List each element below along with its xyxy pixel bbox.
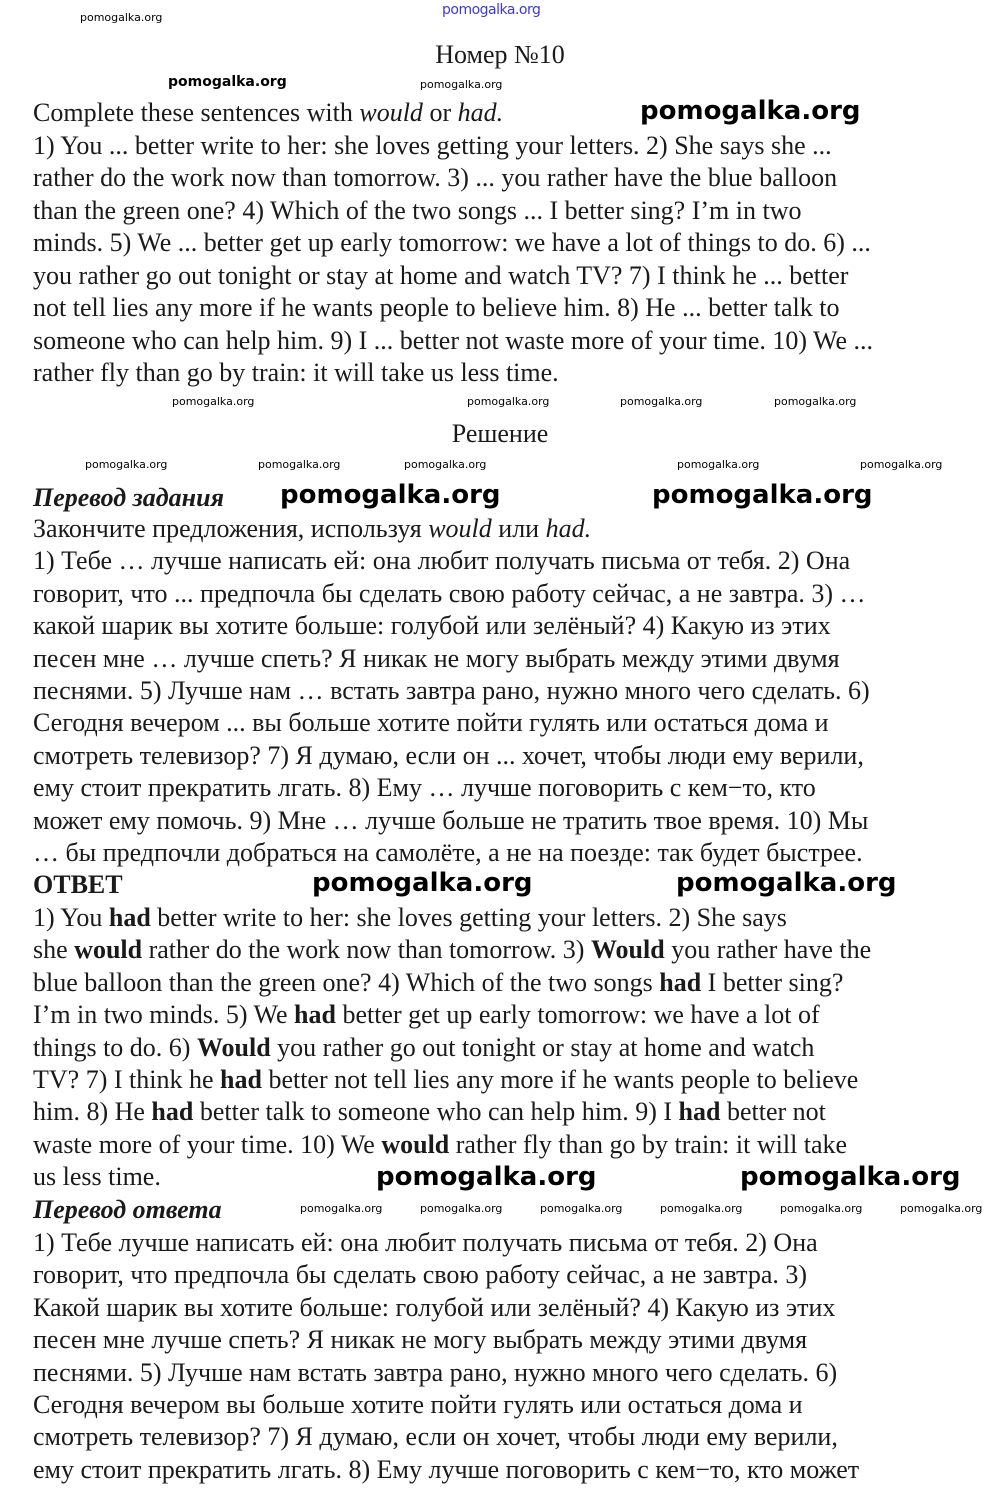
text-line xyxy=(33,578,866,610)
watermark: pomogalka.org xyxy=(168,74,287,90)
answer-word: had xyxy=(659,967,702,997)
text-segment: 1) You xyxy=(33,903,109,932)
answer-word: would xyxy=(381,1129,450,1159)
watermark: pomogalka.org xyxy=(740,1162,961,1192)
text-line xyxy=(33,97,503,129)
text-segment: какой шарик вы хотите больше: голубой или зелёный? 4) Какую из этих xyxy=(33,611,831,641)
text-line xyxy=(33,260,848,292)
watermark: pomogalka.org xyxy=(420,78,503,91)
watermark: pomogalka.org xyxy=(540,1202,623,1215)
text-line xyxy=(33,357,559,389)
watermark: pomogalka.org xyxy=(676,868,897,898)
text-segment: things to do. 6) xyxy=(33,1032,197,1062)
text-segment: better get up early tomorrow: we have a lot of xyxy=(335,1000,820,1030)
watermark: pomogalka.org xyxy=(652,480,873,510)
watermark: pomogalka.org xyxy=(780,1202,863,1215)
watermark: pomogalka.org xyxy=(677,458,760,471)
text-segment: you rather have the xyxy=(664,935,872,965)
text-segment: you rather go out tonight or stay at home and watch TV? 7) I think he ... better xyxy=(33,260,849,290)
text-line xyxy=(33,772,816,804)
text-line xyxy=(33,805,868,837)
text-line xyxy=(33,1064,858,1096)
text-segment: Сегодня вечером ... вы больше хотите пойти гулять или остаться дома и xyxy=(33,708,829,738)
text-segment: or xyxy=(422,98,458,127)
watermark: pomogalka.org xyxy=(620,395,703,408)
text-segment: minds. 5) We ... better get up early tomorrow: we have a lot of things to do. 6) ... xyxy=(33,228,871,257)
text-segment: смотреть телевизор? 7) Я думаю, если он ... хочет, чтобы люди ему верили, xyxy=(33,740,864,770)
watermark: pomogalka.org xyxy=(376,1162,597,1192)
text-line xyxy=(33,1357,837,1389)
text-segment: говорит, что ... предпочла бы сделать свою работу сейчас, а не завтра. 3) … xyxy=(33,578,866,608)
text-line xyxy=(33,707,829,739)
text-line xyxy=(33,837,863,869)
text-line xyxy=(33,1389,803,1421)
answer-word: had xyxy=(294,1000,336,1030)
text-segment: would xyxy=(428,514,492,543)
text-segment: смотреть телевизор? 7) Я думаю, если он хочет, чтобы люди ему верили, xyxy=(33,1422,838,1452)
text-line xyxy=(33,1096,826,1128)
watermark: pomogalka.org xyxy=(774,395,857,408)
text-segment: rather fly than go by train: it will take us less time. xyxy=(33,358,559,387)
task-translation-heading: Перевод задания xyxy=(33,483,224,512)
watermark: pomogalka.org xyxy=(442,2,541,18)
text-segment: better talk to someone who can help him. 9) I xyxy=(193,1097,679,1127)
text-segment: … бы предпочли добраться на самолёте, а не на поезде: так будет быстрее. xyxy=(33,838,863,867)
text-line xyxy=(33,130,832,162)
text-segment: песен мне … лучше спеть? Я никак не могу выбрать между этими двумя xyxy=(33,643,840,673)
text-line xyxy=(33,934,871,966)
text-segment: или xyxy=(491,514,546,543)
watermark: pomogalka.org xyxy=(280,480,501,510)
text-line xyxy=(33,675,870,707)
watermark: pomogalka.org xyxy=(660,1202,743,1215)
watermark: pomogalka.org xyxy=(172,395,255,408)
text-segment: you rather go out tonight or stay at home and watch xyxy=(270,1032,815,1062)
text-segment: him. 8) He xyxy=(33,1097,152,1127)
text-line xyxy=(33,1292,835,1324)
text-line xyxy=(33,999,820,1031)
text-line xyxy=(33,740,864,772)
text-line xyxy=(33,195,802,227)
text-segment: 1) Тебе … лучше написать ей: она любит получать письма от тебя. 2) Она xyxy=(33,546,851,576)
text-line xyxy=(33,1227,818,1259)
watermark: pomogalka.org xyxy=(258,458,341,471)
answer-word: would xyxy=(74,935,143,965)
watermark: pomogalka.org xyxy=(85,458,168,471)
text-segment: waste more of your time. 10) We xyxy=(33,1129,382,1159)
text-line xyxy=(33,292,840,324)
text-segment: better not xyxy=(720,1097,826,1127)
watermark: pomogalka.org xyxy=(900,1202,983,1215)
text-line xyxy=(33,1161,161,1193)
text-segment: not tell lies any more if he wants people to believe him. 8) He ... better talk to xyxy=(33,293,840,322)
answer-word: had xyxy=(220,1065,262,1094)
text-segment: someone who can help him. 9) I ... better not waste more of your time. 10) We ... xyxy=(33,325,874,355)
text-segment: better write to her: she loves getting your letters. 2) She says xyxy=(150,903,787,932)
text-segment: rather do the work now than tomorrow. 3) ... you rather have the blue balloon xyxy=(33,163,838,192)
text-segment: 1) Тебе лучше написать ей: она любит получать письма от тебя. 2) Она xyxy=(33,1228,818,1257)
text-line xyxy=(33,1454,859,1486)
watermark: pomogalka.org xyxy=(404,458,487,471)
text-line xyxy=(33,325,873,357)
text-segment: better not tell lies any more if he wants people to believe xyxy=(261,1065,859,1094)
text-segment: Закончите предложения, используя xyxy=(33,514,429,543)
text-segment: ему стоит прекратить лгать. 8) Ему … лучше поговорить с кем−то, кто xyxy=(33,773,816,803)
text-segment: может ему помочь. 9) Мне … лучше больше не тратить твое время. 10) Мы xyxy=(33,805,869,835)
text-segment: us less time. xyxy=(33,1162,161,1192)
solution-heading: Решение xyxy=(451,419,549,448)
watermark: pomogalka.org xyxy=(640,96,861,126)
text-segment: Какой шарик вы хотите больше: голубой или зелёный? 4) Какую из этих xyxy=(33,1292,836,1322)
text-line xyxy=(33,610,831,642)
answer-heading: ОТВЕТ xyxy=(33,870,123,899)
watermark: pomogalka.org xyxy=(467,395,550,408)
text-line xyxy=(33,1324,807,1356)
text-segment: I’m in two minds. 5) We xyxy=(33,1000,295,1030)
text-segment: she xyxy=(33,935,75,965)
text-line xyxy=(33,1259,807,1291)
text-segment: than the green one? 4) Which of the two songs ... I better sing? I’m in two xyxy=(33,195,802,225)
text-line xyxy=(33,1032,814,1064)
text-segment: had. xyxy=(545,514,592,543)
watermark: pomogalka.org xyxy=(860,458,943,471)
text-segment: TV? 7) I think he xyxy=(33,1065,221,1094)
text-segment: песнями. 5) Лучше нам … встать завтра рано, нужно много чего сделать. 6) xyxy=(33,676,870,705)
text-line xyxy=(33,902,787,934)
text-segment: rather fly than go by train: it will take xyxy=(449,1129,848,1159)
text-segment: would xyxy=(359,98,423,127)
watermark: pomogalka.org xyxy=(300,1202,383,1215)
answer-word: had xyxy=(151,1097,194,1127)
text-line xyxy=(33,643,840,675)
text-line xyxy=(33,513,591,545)
text-segment: песнями. 5) Лучше нам встать завтра рано, нужно много чего сделать. 6) xyxy=(33,1357,838,1387)
answer-translation-heading: Перевод ответа xyxy=(33,1195,222,1224)
answer-word: had xyxy=(678,1097,721,1127)
text-segment: говорит, что предпочла бы сделать свою работу сейчас, а не завтра. 3) xyxy=(33,1260,808,1290)
answer-word: had xyxy=(108,903,151,932)
text-segment: Сегодня вечером вы больше хотите пойти гулять или остаться дома и xyxy=(33,1390,803,1419)
answer-word: Would xyxy=(196,1032,271,1062)
text-segment: blue balloon than the green one? 4) Which of the two songs xyxy=(33,967,660,997)
text-line xyxy=(33,1421,838,1453)
watermark: pomogalka.org xyxy=(420,1202,503,1215)
watermark: pomogalka.org xyxy=(80,11,163,24)
answer-word: Would xyxy=(590,935,665,965)
text-line xyxy=(33,545,850,577)
text-segment: песен мне лучше спеть? Я никак не могу выбрать между этими двумя xyxy=(33,1325,808,1355)
text-line xyxy=(33,227,871,259)
text-line xyxy=(33,1129,847,1161)
text-segment: rather do the work now than tomorrow. 3) xyxy=(142,935,591,965)
text-segment: I better sing? xyxy=(701,967,844,997)
text-segment: ему стоит прекратить лгать. 8) Ему лучше поговорить с кем−то, кто может xyxy=(33,1454,860,1484)
text-segment: Complete these sentences with xyxy=(33,98,360,127)
text-line xyxy=(33,967,843,999)
text-segment: had. xyxy=(457,98,504,127)
watermark: pomogalka.org xyxy=(312,868,533,898)
page-title: Номер №10 xyxy=(435,40,565,69)
text-line xyxy=(33,162,837,194)
text-segment: 1) You ... better write to her: she loves getting your letters. 2) She says she ... xyxy=(33,130,832,160)
